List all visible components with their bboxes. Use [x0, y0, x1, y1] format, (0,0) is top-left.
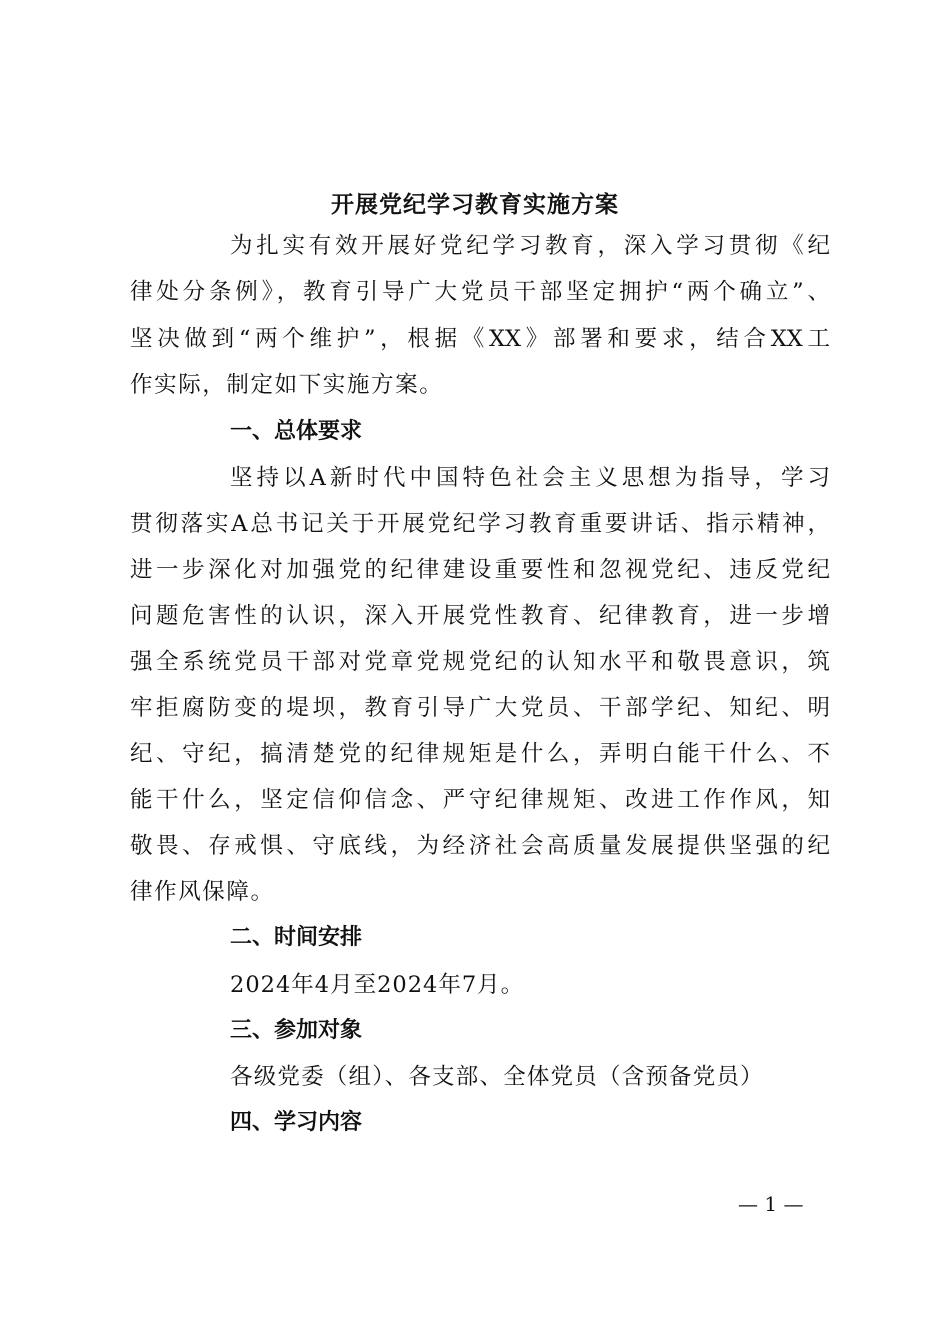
intro-line: 律处分条例》，教育引导广大党员干部坚定拥护“两个确立”、 — [130, 279, 830, 305]
intro-line: 为扎实有效开展好党纪学习教育，深入学习贯彻《纪 — [230, 233, 830, 259]
body-line: 能干什么，坚定信仰信念、严守纪律规矩、改进工作作风，知 — [130, 787, 830, 813]
page-number: — 1 — — [738, 1192, 804, 1216]
body-line: 贯彻落实A总书记关于开展党纪学习教育重要讲话、指示精神， — [130, 511, 830, 537]
section-heading-3: 三、参加对象 — [230, 1018, 363, 1043]
body-line: 牢拒腐防变的堤坝，教育引导广大党员、干部学纪、知纪、明 — [130, 695, 830, 721]
body-line: 律作风保障。 — [130, 879, 275, 905]
body-line: 坚持以A新时代中国特色社会主义思想为指导，学习 — [230, 465, 830, 491]
document-title: 开展党纪学习教育实施方案 — [331, 191, 619, 218]
section-heading-4: 四、学习内容 — [230, 1110, 363, 1135]
section-heading-2: 二、时间安排 — [230, 925, 363, 950]
body-line: 进一步深化对加强党的纪律建设重要性和忽视党纪、违反党纪 — [130, 557, 830, 583]
body-line: 问题危害性的认识，深入开展党性教育、纪律教育，进一步增 — [130, 603, 830, 629]
body-line: 纪、守纪，搞清楚党的纪律规矩是什么，弄明白能干什么、不 — [130, 741, 830, 767]
body-line: 敬畏、存戒惧、守底线，为经济社会高质量发展提供坚强的纪 — [130, 833, 830, 859]
body-line: 强全系统党员干部对党章党规党纪的认知水平和敬畏意识，筑 — [130, 649, 830, 675]
intro-line: 坚决做到“两个维护”，根据《XX》部署和要求，结合XX工 — [130, 326, 830, 352]
section-heading-1: 一、总体要求 — [230, 419, 363, 444]
time-arrangement-text: 2024年4月至2024年7月。 — [230, 972, 525, 998]
intro-line: 作实际，制定如下实施方案。 — [130, 372, 444, 398]
participants-text: 各级党委（组）、各支部、全体党员（含预备党员） — [230, 1064, 764, 1090]
